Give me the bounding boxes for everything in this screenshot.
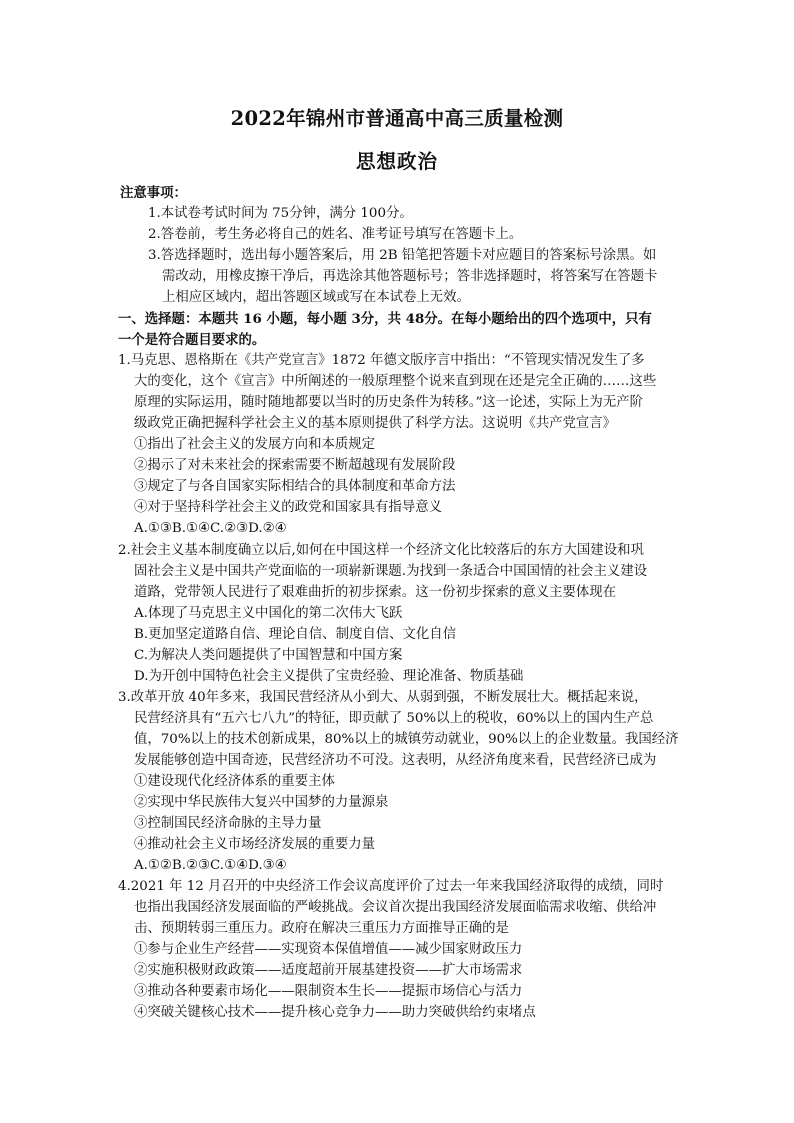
question-option: B.更加坚定道路自信、理论自信、制度自信、文化自信 <box>134 627 457 642</box>
question-stem-line: 也指出我国经济发展面临的严峻挑战。会议首次提出我国经济发展面临需求收缩、供给冲 <box>134 900 657 915</box>
question-stem-line: 级政党正确把握科学社会主义的基本原则提供了科学方法。这说明《共产党宣言》 <box>134 416 617 431</box>
question-option: ②实现中华民族伟大复兴中国梦的力量源泉 <box>134 795 389 810</box>
question-stem-line: 4.2021 年 12 月召开的中央经济工作会议高度评价了过去一年来我国经济取得的成绩，同时 <box>118 879 664 894</box>
question-option: ②实施积极财政政策——适度超前开展基建投资——扩大市场需求 <box>134 963 523 978</box>
notice-line: 上相应区域内，超出答题区域或写在本试卷上无效。 <box>162 290 470 305</box>
question-stem-line: 民营经济具有“五六七八九”的特征，即贡献了 50%以上的税收，60%以上的国内生产总 <box>134 711 654 726</box>
notice-line: 2.答卷前，考生务必将自己的姓名、准考证号填写在答题卡上。 <box>148 227 523 242</box>
question-stem-line: 固社会主义是中国共产党面临的一项崭新课题.为找到一条适合中国国情的社会主义建设 <box>134 564 648 579</box>
question-option: ③推动各种要素市场化——限制资本生长——提振市场信心与活力 <box>134 984 523 999</box>
section-heading-line: 一个是符合题目要求的。 <box>118 332 266 348</box>
question-stem-line: 2.社会主义基本制度确立以后,如何在中国这样一个经济文化比较落后的东方大国建设和巩 <box>118 543 644 558</box>
question-option: A.体现了马克思主义中国化的第二次伟大飞跃 <box>134 606 403 621</box>
question-option: ④对于坚持科学社会主义的政党和国家具有指导意义 <box>134 500 442 515</box>
notice-heading: 注意事项： <box>120 185 187 201</box>
question-stem-line: 大的变化，这个《宣言》中所阐述的一般原理整个说来直到现在还是完全正确的……这些 <box>134 374 657 389</box>
answer-choices: A.①②B.②③C.①④D.③④ <box>134 858 287 873</box>
notice-line: 3.答选择题时，选出每小题答案后，用 2B 铅笔把答题卡对应题目的答案标号涂黑。如 <box>148 248 657 263</box>
notice-line: 需改动，用橡皮擦干净后，再选涂其他答题标号；答非选择题时，将答案写在答题卡 <box>162 269 658 284</box>
question-option: ④突破关键核心技术——提升核心竞争力——助力突破供给约束堵点 <box>134 1005 536 1020</box>
question-option: ①参与企业生产经营——实现资本保值增值——减少国家财政压力 <box>134 942 523 957</box>
notice-line: 1.本试卷考试时间为 75分钟，满分 100分。 <box>148 206 413 221</box>
question-option: ①指出了社会主义的发展方向和本质规定 <box>134 437 376 452</box>
answer-choices: A.①③B.①④C.②③D.②④ <box>134 521 287 536</box>
question-stem-line: 击、预期转弱三重压力。政府在解决三重压力方面推导正确的是 <box>134 921 509 936</box>
question-option: ②揭示了对未来社会的探索需要不断超越现有发展阶段 <box>134 458 456 473</box>
question-stem-line: 值，70%以上的技术创新成果，80%以上的城镇劳动就业，90%以上的企业数量。我国经济 <box>134 732 679 747</box>
question-option: ③规定了与各自国家实际相结合的具体制度和革命方法 <box>134 479 456 494</box>
question-option: D.为开创中国特色社会主义提供了宝贵经验、理论准备、物质基础 <box>134 669 524 684</box>
question-stem-line: 原理的实际运用，随时随地都要以当时的历史条件为转移。”这一论述，实际上为无产阶 <box>134 395 643 410</box>
subject-title: 思想政治 <box>355 150 438 173</box>
question-stem-line: 3.改革开放 40年多来，我国民营经济从小到大、从弱到强，不断发展壮大。概括起来说， <box>118 690 648 705</box>
question-option: C.为解决人类问题提供了中国智慧和中国方案 <box>134 648 403 663</box>
question-option: ①建设现代化经济体系的重要主体 <box>134 774 335 789</box>
section-heading-line: 一、选择题：本题共 16 小题，每小题 3分，共 48分。在每小题给出的四个选项中，只有 <box>118 311 652 327</box>
question-option: ③控制国民经济命脉的主导力量 <box>134 816 322 831</box>
question-stem-line: 1.马克思、恩格斯在《共产党宣言》1872 年德文版序言中指出：“不管现实情况发生了多 <box>118 353 645 368</box>
question-option: ④推动社会主义市场经济发展的重要力量 <box>134 837 376 852</box>
question-stem-line: 道路，党带领人民进行了艰难曲折的初步探索。这一份初步探索的意义主要体现在 <box>134 585 617 600</box>
exam-title: 2022年锦州市普通高中高三质量检测 <box>230 107 564 130</box>
question-stem-line: 发展能够创造中国奇迹，民营经济功不可没。这表明，从经济角度来看，民营经济已成为 <box>134 753 657 768</box>
